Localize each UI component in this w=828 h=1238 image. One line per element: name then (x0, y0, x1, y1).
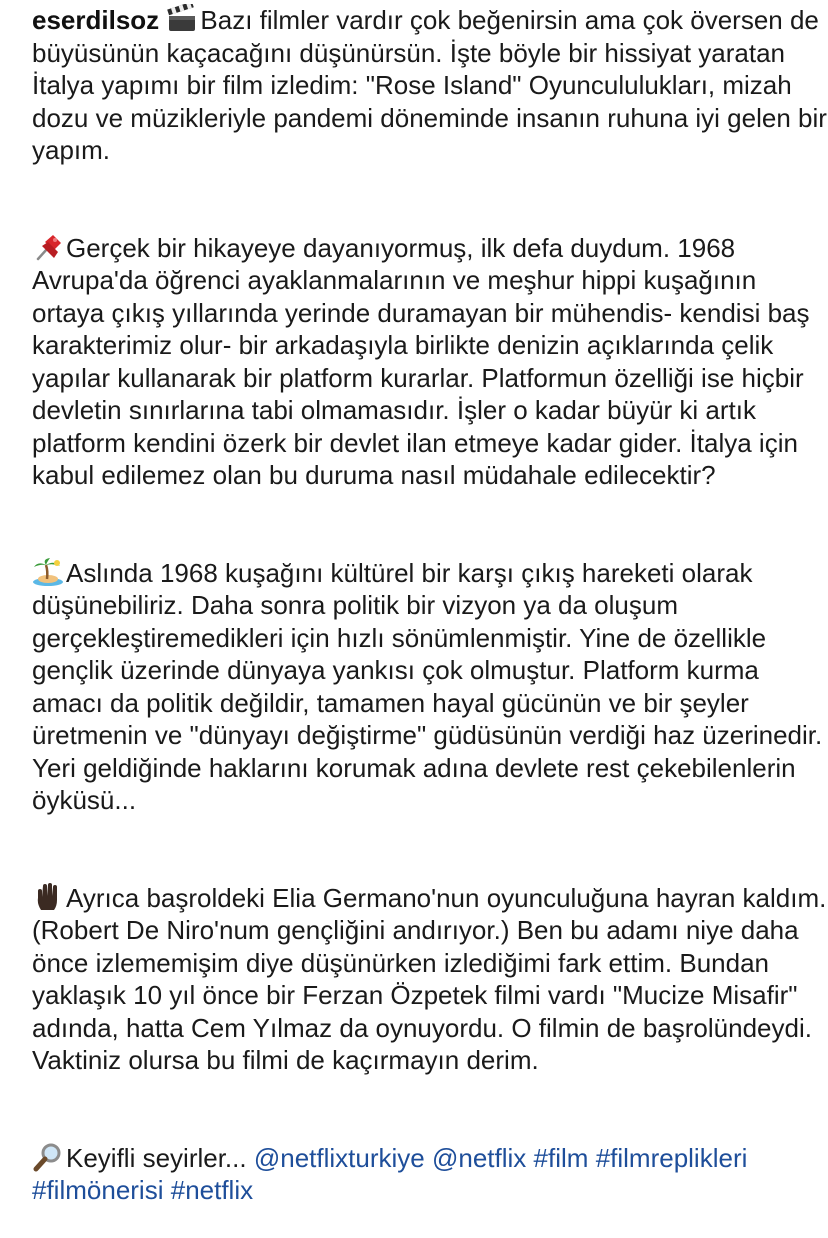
post-caption (32, 4, 828, 1207)
caption-paragraph-story (32, 232, 828, 492)
caption-paragraph-actor (32, 882, 828, 1077)
hashtag-netflix[interactable]: #netflix (170, 1175, 254, 1205)
pushpin-icon (32, 232, 64, 262)
paragraph-text: Aslında 1968 kuşağını kültürel bir karşı çıkış hareketi olarak düşünebiliriz. Daha sonra politik bir vizyon ya da oluşum gerçekleştiremedikleri için hızlı sönümlenmiştir. Yine de özellikle gençlik üzerinde dünyaya yankısı çok olmuştur. Platform kurma amacı da politik değildir, tamamen hayal gücünün ve bir şeyler üretmenin ve "dünyayı değiştirme" güdüsünün verdiği haz üzerinedir. Yeri geldiğinde haklarını korumak adına devlete rest çekebilenlerin öyküsü... (32, 557, 823, 815)
mention-netflixturkiye[interactable]: @netflixturkiye (253, 1142, 425, 1173)
hashtag-film[interactable]: #film (533, 1142, 589, 1173)
raised-hand-icon (32, 882, 64, 912)
hashtag-filmonerisi[interactable]: #filmönerisi (32, 1175, 164, 1205)
paragraph-text: Ayrıca başroldeki Elia Germano'nun oyunculuğuna hayran kaldım. (Robert De Niro'num gençliğini andırıyor.) Ben bu adamı niye daha önce izlememişim diye düşünürken izlediğimi fark ettim. Bundan yaklaşık 10 yıl önce bir Ferzan Özpetek filmi vardı "Mucize Misafir" adında, hatta Cem Yılmaz da oynuyordu. O filmin de başrolündeydi. Vaktiniz olursa bu filmi de kaçırmayın derim. (32, 882, 827, 1075)
closing-text: Keyifli seyirler... (66, 1142, 247, 1173)
desert-island-icon (32, 557, 64, 587)
paragraph-text: Bazı filmler vardır çok beğenirsin ama çok översen de büyüsünün kaçacağını düşünürsün. İşte böyle bir hissiyat yaratan İtalya yapımı bir film izledim: "Rose Island" Oyuncululukları, mizah dozu ve müzikleriyle pandemi döneminde insanın ruhuna iyi gelen bir yapım. (32, 5, 827, 165)
paragraph-text: Gerçek bir hikayeye dayanıyormuş, ilk defa duydum. 1968 Avrupa'da öğrenci ayaklanmalarının ve meşhur hippi kuşağının ortaya çıkış yıllarında yerinde duramayan bir mühendis- kendisi baş karakterimiz olur- bir arkadaşıyla birlikte denizin açıklarında çelik yapılar kullanarak bir platform kurarlar. Platformun özelliği ise hiçbir devletin sınırlarına tabi olmamasıdır. İşler o kadar büyür ki artık platform kendini özerk bir devlet ilan etmeye kadar gider. İtalya için kabul edilemez olan bu duruma nasıl müdahale edilecektir? (32, 232, 810, 490)
caption-paragraph-closing (32, 1142, 828, 1207)
caption-paragraph-intro (32, 4, 828, 167)
clapper-board-icon (166, 4, 198, 34)
hashtag-filmreplikleri[interactable]: #filmreplikleri (595, 1142, 748, 1173)
mention-netflix[interactable]: @netflix (431, 1142, 527, 1173)
magnifying-glass-icon (32, 1142, 64, 1172)
caption-paragraph-context (32, 557, 828, 817)
username-link[interactable]: eserdilsoz (32, 5, 160, 35)
